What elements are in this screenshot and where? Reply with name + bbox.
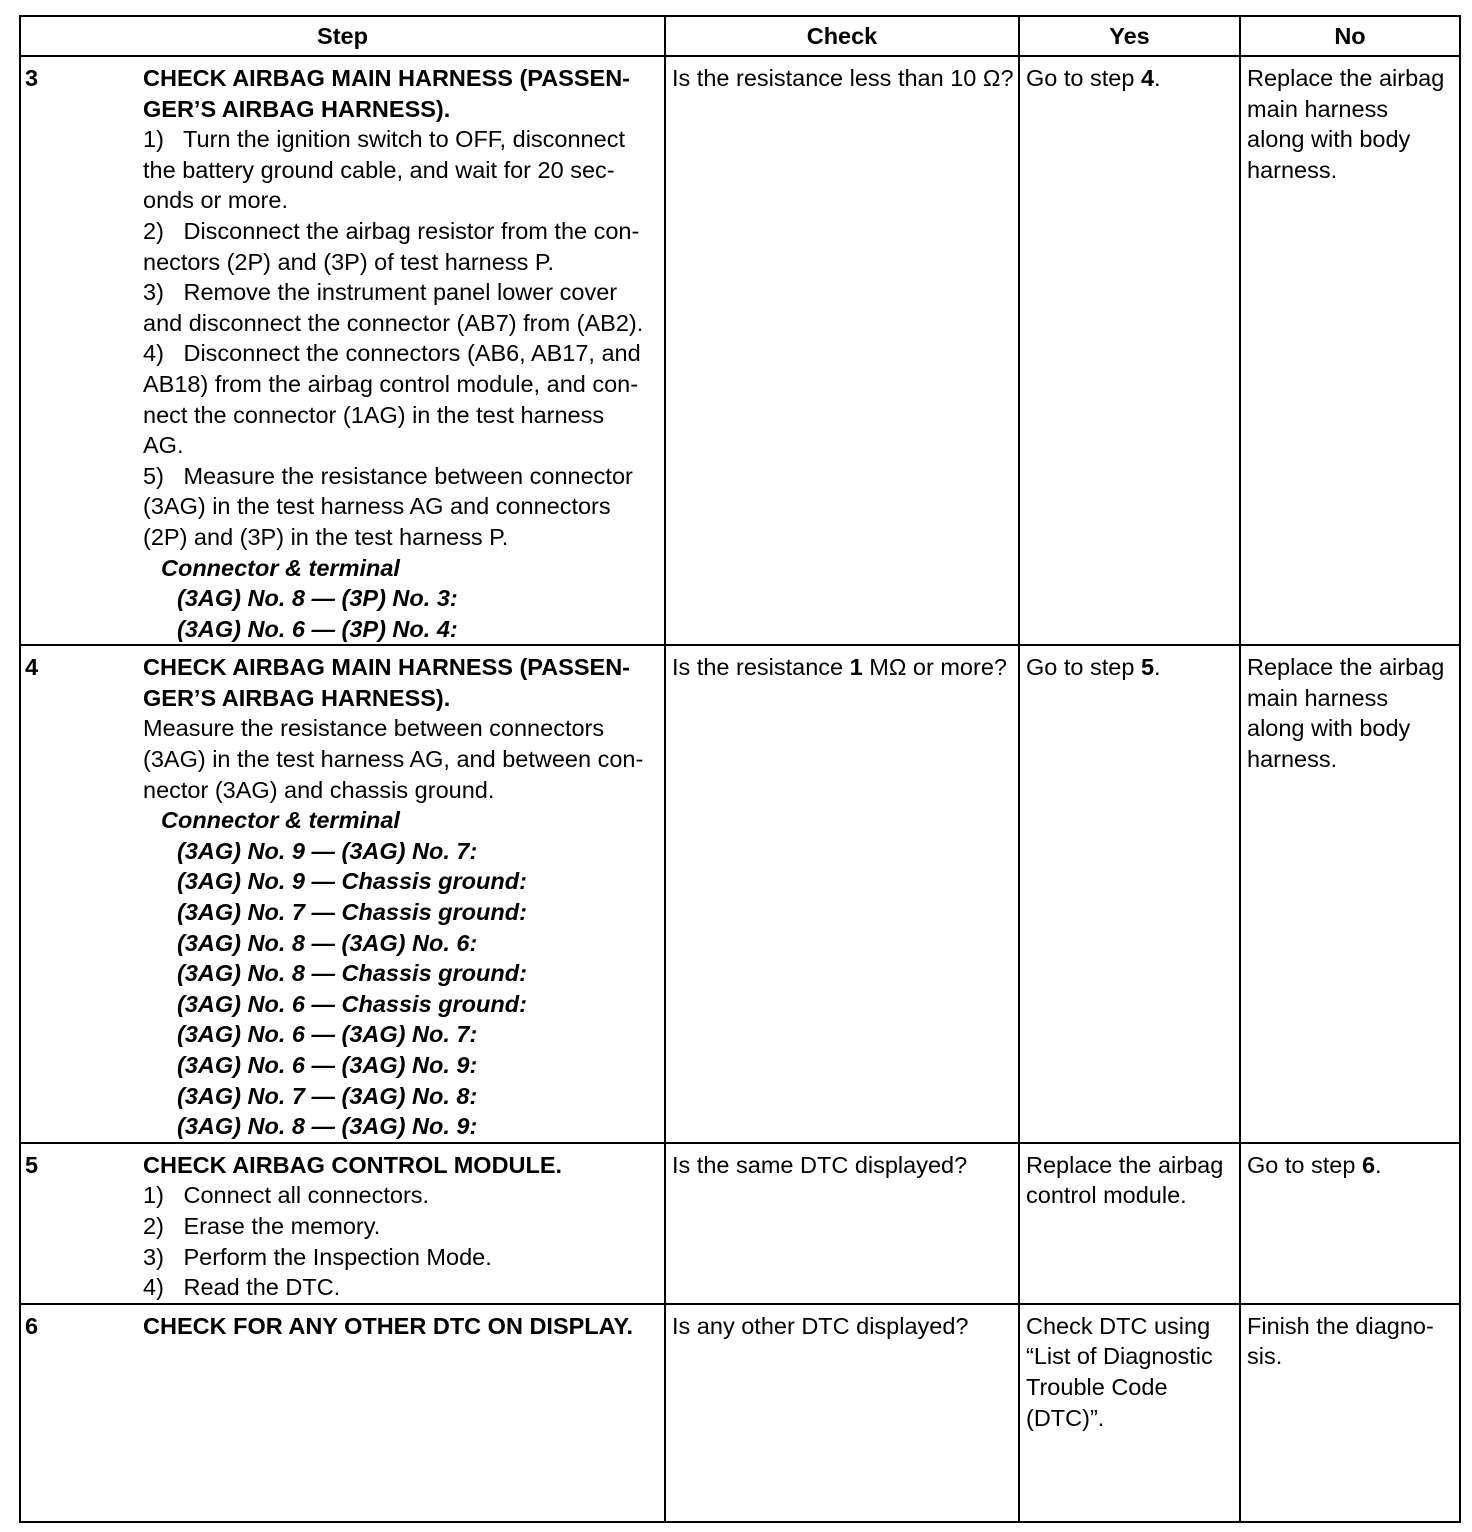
check-text <box>672 652 1018 683</box>
no-text <box>1247 1152 1382 1178</box>
connector-terminal-heading: Connector & terminal <box>161 554 400 581</box>
yes-text-prefix: Go to step <box>1026 65 1141 91</box>
check-text-suffix: MΩ or more? <box>862 654 1007 681</box>
no-text-line: Finish the diagno- <box>1247 1312 1434 1339</box>
connector-terminal-item: (3AG) No. 8 — Chassis ground: <box>177 960 527 987</box>
step-number: 6 <box>25 1312 39 1339</box>
step-number: 5 <box>25 1151 39 1178</box>
step-body-line: 1) Turn the ignition switch to OFF, disconnect <box>143 126 625 153</box>
table-row-step-4 <box>20 645 1460 1143</box>
step-number: 4 <box>25 654 39 681</box>
step-body-line: 3) Remove the instrument panel lower cover <box>143 279 618 306</box>
connector-terminal-item: (3AG) No. 8 — (3P) No. 3: <box>177 585 458 612</box>
no-text-line: harness. <box>1247 156 1338 183</box>
step-body-line: 3) Perform the Inspection Mode. <box>143 1243 492 1270</box>
step-body-line: nectors (2P) and (3P) of test harness P. <box>143 248 555 275</box>
yes-text-line: Check DTC using <box>1026 1312 1211 1339</box>
step-body-line: 4) Disconnect the connectors (AB6, AB17, and <box>143 340 641 367</box>
step-cell <box>20 1304 665 1522</box>
yes-text-prefix: Go to step <box>1026 654 1141 681</box>
no-cell <box>1240 1304 1460 1522</box>
step-body-line: 1) Connect all connectors. <box>143 1182 430 1209</box>
step-body-line: AG. <box>143 432 184 459</box>
diagnostic-procedure-page <box>19 15 1459 1513</box>
step-body-line: the battery ground cable, and wait for 20 sec- <box>143 156 615 183</box>
check-text: Is the resistance less than 10 Ω? <box>672 65 1014 91</box>
yes-step-ref: 4 <box>1140 65 1155 91</box>
step-body-line: 4) Read the DTC. <box>143 1274 341 1301</box>
step-title-line: GER’S AIRBAG HARNESS). <box>143 684 451 711</box>
step-number: 3 <box>25 65 39 91</box>
connector-terminal-item: (3AG) No. 6 — (3P) No. 4: <box>177 615 458 642</box>
yes-text <box>1026 654 1161 680</box>
connector-terminal-heading: Connector & terminal <box>161 807 400 834</box>
diagnostic-table <box>19 15 1461 1523</box>
check-text: Is the same DTC displayed? <box>672 1151 968 1178</box>
step-body-line: 2) Disconnect the airbag resistor from the con- <box>143 217 640 244</box>
step-body-line: and disconnect the connector (AB7) from (AB2). <box>143 309 644 336</box>
no-text-line: harness. <box>1247 746 1338 773</box>
table-header-row <box>20 16 1460 56</box>
step-body-line: AB18) from the airbag control module, and con- <box>143 370 639 397</box>
step-body-line: onds or more. <box>143 187 288 214</box>
no-cell <box>1240 1143 1460 1304</box>
step-body-line: 2) Erase the memory. <box>143 1212 381 1239</box>
check-cell <box>665 1143 1019 1304</box>
yes-text-line: Trouble Code <box>1026 1373 1168 1400</box>
yes-cell <box>1019 1304 1240 1522</box>
yes-text-suffix: . <box>1154 654 1161 681</box>
connector-terminal-item: (3AG) No. 9 — (3AG) No. 7: <box>177 837 478 864</box>
step-body-line: (3AG) in the test harness AG, and between con- <box>143 746 644 773</box>
no-text-suffix: . <box>1375 1151 1382 1178</box>
connector-terminal-item: (3AG) No. 9 — Chassis ground: <box>177 868 527 895</box>
table-row-step-5 <box>20 1143 1460 1304</box>
no-text-line: along with body <box>1247 715 1411 742</box>
connector-terminal-item: (3AG) No. 6 — (3AG) No. 7: <box>177 1021 478 1048</box>
connector-terminal-item: (3AG) No. 7 — (3AG) No. 8: <box>177 1082 478 1109</box>
no-cell <box>1240 645 1460 1143</box>
step-cell <box>20 645 665 1143</box>
header-yes: Yes <box>1019 16 1240 56</box>
step-cell <box>20 1143 665 1304</box>
step-body-line: nector (3AG) and chassis ground. <box>143 776 495 803</box>
no-text-line: Replace the airbag <box>1247 65 1445 91</box>
yes-cell <box>1019 56 1240 645</box>
no-step-ref: 6 <box>1361 1151 1376 1178</box>
step-body-line: (2P) and (3P) in the test harness P. <box>143 523 509 550</box>
connector-terminal-item: (3AG) No. 8 — (3AG) No. 9: <box>177 1113 478 1140</box>
check-text: Is any other DTC displayed? <box>672 1312 969 1339</box>
step-body-line: nect the connector (1AG) in the test harness <box>143 401 605 428</box>
yes-cell <box>1019 1143 1240 1304</box>
yes-text-line: “List of Diagnostic <box>1026 1343 1213 1370</box>
check-cell <box>665 56 1019 645</box>
table-row-step-6 <box>20 1304 1460 1522</box>
connector-terminal-item: (3AG) No. 8 — (3AG) No. 6: <box>177 929 478 956</box>
yes-step-ref: 5 <box>1140 654 1155 681</box>
no-text-line: main harness <box>1247 684 1389 711</box>
check-cell <box>665 1304 1019 1522</box>
step-body-line: Measure the resistance between connectors <box>143 715 605 742</box>
step-title-line: GER’S AIRBAG HARNESS). <box>143 95 451 122</box>
step-title-line: CHECK FOR ANY OTHER DTC ON DISPLAY. <box>143 1312 634 1339</box>
no-text-line: along with body <box>1247 126 1411 153</box>
table-row-step-3 <box>20 56 1460 645</box>
connector-terminal-item: (3AG) No. 6 — Chassis ground: <box>177 990 527 1017</box>
yes-cell <box>1019 645 1240 1143</box>
step-cell <box>20 56 665 645</box>
connector-terminal-item: (3AG) No. 6 — (3AG) No. 9: <box>177 1052 478 1078</box>
yes-text-line: control module. <box>1026 1182 1187 1209</box>
yes-text-line: Replace the airbag <box>1026 1151 1224 1178</box>
no-text-line: Replace the airbag <box>1247 654 1445 681</box>
header-check: Check <box>665 16 1019 56</box>
no-text-line: sis. <box>1247 1343 1283 1370</box>
step-title-line: CHECK AIRBAG MAIN HARNESS (PASSEN- <box>143 65 630 91</box>
step-title-line: CHECK AIRBAG MAIN HARNESS (PASSEN- <box>143 654 630 681</box>
step-body-line: 5) Measure the resistance between connector <box>143 462 633 489</box>
check-text-prefix: Is the resistance <box>672 654 850 681</box>
no-text-prefix: Go to step <box>1247 1151 1362 1178</box>
check-cell <box>665 645 1019 1143</box>
yes-text-suffix: . <box>1154 65 1161 91</box>
yes-text-line: (DTC)”. <box>1026 1404 1105 1431</box>
no-text-line: main harness <box>1247 95 1389 122</box>
check-value: 1 <box>849 654 863 681</box>
header-step: Step <box>20 16 665 56</box>
step-title-line: CHECK AIRBAG CONTROL MODULE. <box>143 1151 563 1178</box>
no-cell <box>1240 56 1460 645</box>
yes-text <box>1026 65 1161 91</box>
step-body-line: (3AG) in the test harness AG and connectors <box>143 493 611 520</box>
header-no: No <box>1240 16 1460 56</box>
connector-terminal-item: (3AG) No. 7 — Chassis ground: <box>177 899 527 926</box>
